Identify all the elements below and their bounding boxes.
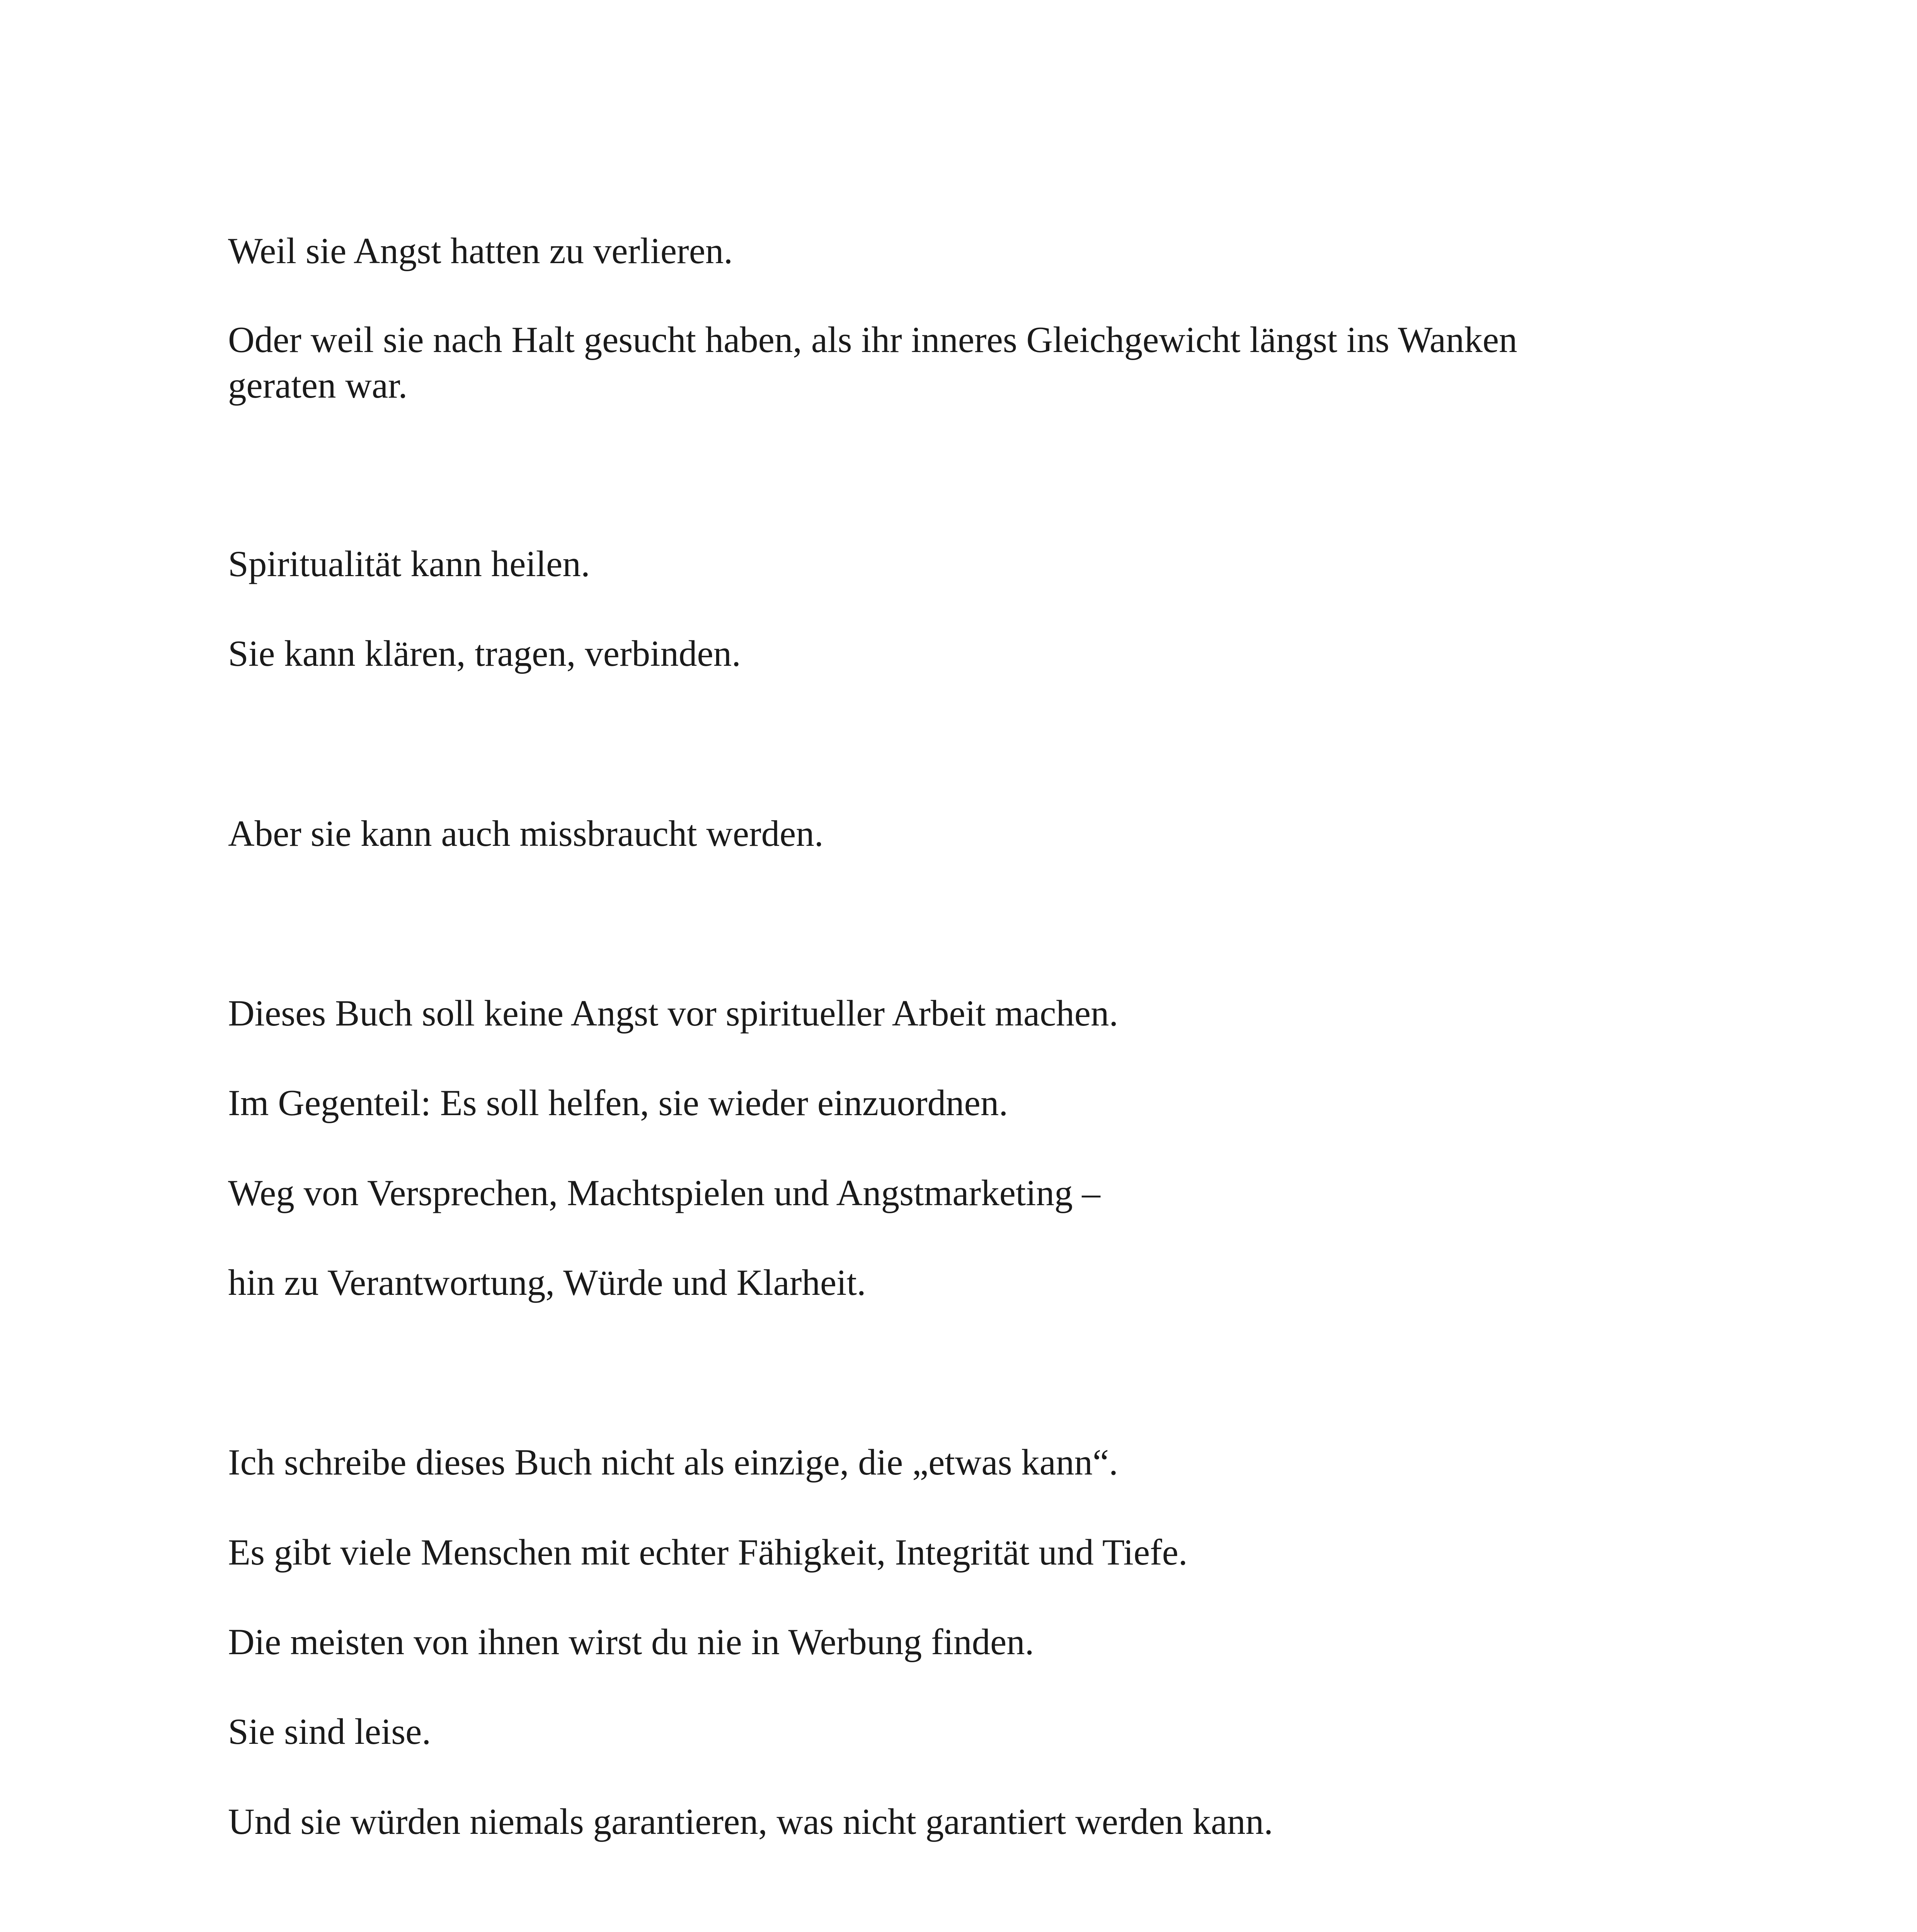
- paragraph-14: Und sie würden niemals garantieren, was nicht garantiert werden kann.: [228, 1801, 1273, 1842]
- paragraph-3: Spiritualität kann heilen.: [228, 543, 590, 584]
- paragraph-5: Aber sie kann auch missbraucht werden.: [228, 813, 824, 854]
- paragraph-9: hin zu Verantwortung, Würde und Klarheit.: [228, 1262, 866, 1303]
- paragraph-1: Weil sie Angst hatten zu verlieren.: [228, 230, 733, 271]
- paragraph-4: Sie kann klären, tragen, verbinden.: [228, 633, 741, 674]
- paragraph-8: Weg von Versprechen, Machtspielen und Angstmarketing –: [228, 1172, 1100, 1213]
- paragraph-10: Ich schreibe dieses Buch nicht als einzige, die „etwas kann“.: [228, 1442, 1118, 1483]
- paragraph-6: Dieses Buch soll keine Angst vor spiritueller Arbeit machen.: [228, 993, 1119, 1034]
- paragraph-13: Sie sind leise.: [228, 1711, 431, 1752]
- paragraph-7: Im Gegenteil: Es soll helfen, sie wieder einzuordnen.: [228, 1082, 1008, 1123]
- paragraph-11: Es gibt viele Menschen mit echter Fähigkeit, Integrität und Tiefe.: [228, 1532, 1188, 1573]
- paragraph-2: Oder weil sie nach Halt gesucht haben, als ihr inneres Gleichgewicht längst ins Wanken geraten war.: [228, 319, 1517, 406]
- paragraph-12: Die meisten von ihnen wirst du nie in Werbung finden.: [228, 1621, 1034, 1662]
